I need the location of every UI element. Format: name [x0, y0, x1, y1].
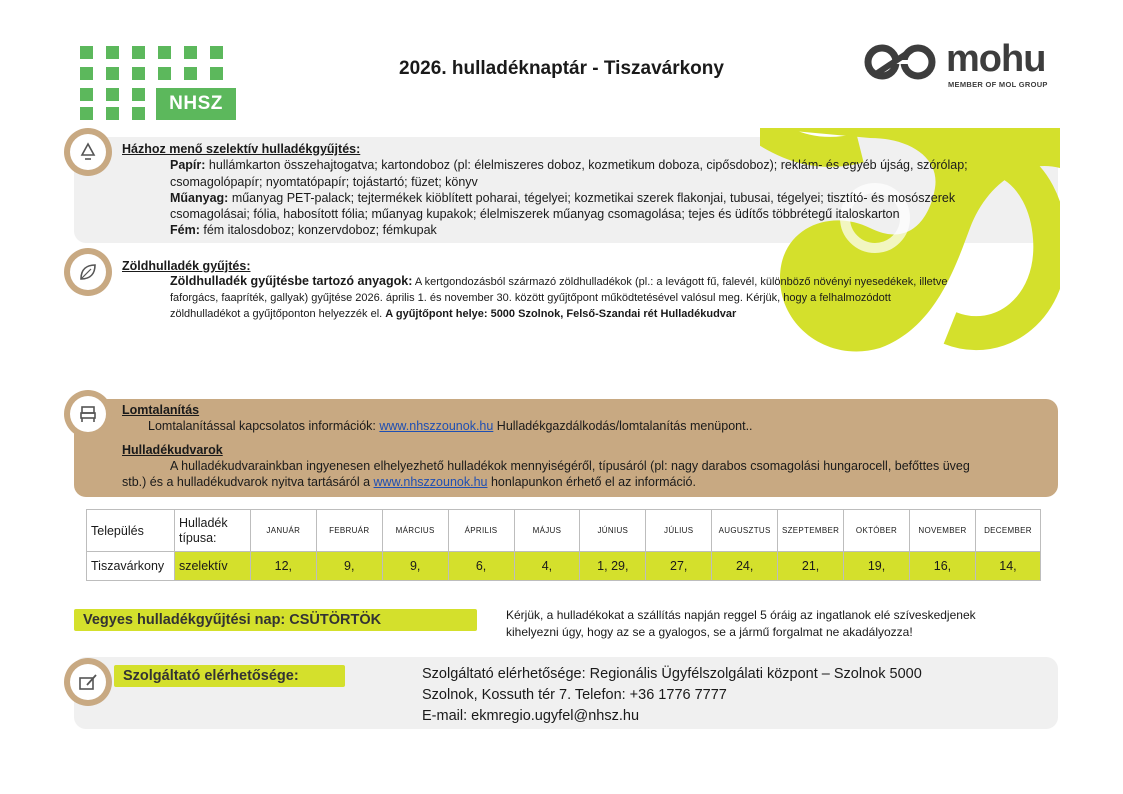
- green-text-3: zöldhulladékot a gyűjtőponton helyezzék el.: [170, 308, 386, 320]
- furniture-icon: [77, 403, 99, 425]
- mixed-waste-day-label: Vegyes hulladékgyűjtési nap: CSÜTÖRTÖK: [74, 609, 477, 631]
- paper-label: Papír:: [170, 158, 206, 172]
- selective-heading: Házhoz menő szelektív hulladékgyűjtés:: [122, 142, 361, 156]
- col-type-header: Hulladék típusa:: [174, 510, 250, 552]
- month-header: OKTÓBER: [844, 510, 910, 552]
- page-title: 2026. hulladéknaptár - Tiszavárkony: [399, 58, 724, 79]
- yards-link[interactable]: www.nhszzounok.hu: [373, 475, 488, 489]
- schedule-data-row: [87, 552, 1041, 581]
- bulky-heading: Lomtalanítás: [122, 403, 200, 417]
- mohu-subtitle: MEMBER OF MOL GROUP: [948, 80, 1048, 89]
- month-header: FEBRUÁR: [316, 510, 382, 552]
- bulky-text-before: Lomtalanítással kapcsolatos információk:: [148, 419, 380, 433]
- paper-text-1: hullámkarton összehajtogatva; kartondoboz (pl: élelmiszeres doboz, kozmetikum doboza, cipősdoboz); reklám- és egyéb újság, szórólap;: [205, 158, 968, 172]
- recycle-icon-badge: [64, 128, 112, 176]
- month-header: AUGUSZTUS: [712, 510, 778, 552]
- mixed-note-1: Kérjük, a hulladékokat a szállítás napján reggel 5 óráig az ingatlanok elé szíveskedjenek: [506, 608, 976, 622]
- mixed-note-2: kihelyezni úgy, hogy az se a gyalogos, se a jármű forgalmat ne akadályozza!: [506, 625, 913, 639]
- col-place-header: Település: [87, 510, 175, 552]
- month-header: MÁRCIUS: [382, 510, 448, 552]
- green-items-label: Zöldhulladék gyűjtésbe tartozó anyagok:: [170, 274, 413, 288]
- green-heading: Zöldhulladék gyűjtés:: [122, 259, 251, 273]
- contact-email: E-mail: ekmregio.ugyfel@nhsz.hu: [422, 708, 640, 724]
- month-header: DECEMBER: [975, 510, 1040, 552]
- month-header: JÚLIUS: [646, 510, 712, 552]
- leaf-icon: [77, 261, 99, 283]
- month-header: JÚNIUS: [580, 510, 646, 552]
- recycle-icon: [77, 141, 99, 163]
- green-text-1: A kertgondozásból származó zöldhulladékok (pl.: a levágott fű, falevél, különböző növényi nyesedékek, illetve: [412, 276, 948, 288]
- day-cell: 19,: [844, 552, 910, 581]
- contact-line-1: Szolgáltató elérhetősége: Regionális Ügyfélszolgálati központ – Szolnok 5000: [422, 666, 922, 682]
- plastic-text-1: műanyag PET-palack; tejtermékek kiöblített poharai, tégelyei; kozmetikai szerek flakonjai, tubusai, tégelyei; tisztító- és mosószerek: [228, 191, 956, 205]
- green-place: A gyűjtőpont helye: 5000 Szolnok, Felső-Szandai rét Hulladékudvar: [385, 308, 737, 320]
- bulky-text-after: Hulladékgazdálkodás/lomtalanítás menüpont..: [493, 419, 753, 433]
- yards-heading: Hulladékudvarok: [122, 443, 223, 457]
- day-cell: 14,: [975, 552, 1040, 581]
- contact-line-2: Szolnok, Kossuth tér 7. Telefon: +36 1776 7777: [422, 687, 727, 703]
- place-cell: Tiszavárkony: [87, 552, 175, 581]
- furniture-icon-badge: [64, 390, 112, 438]
- yards-text-1: A hulladékudvarainkban ingyenesen elhelyezhető hulladékok mennyiségéről, típusáról (pl: nagy darabos csomagolási hungarocell, befőttes üveg: [170, 459, 970, 473]
- day-cell: 6,: [448, 552, 514, 581]
- leaf-icon-badge: [64, 248, 112, 296]
- nhsz-logo-text: NHSZ: [156, 88, 236, 120]
- edit-note-icon: [77, 671, 99, 693]
- month-header: MÁJUS: [514, 510, 580, 552]
- bulky-link[interactable]: www.nhszzounok.hu: [379, 419, 494, 433]
- plastic-text-2: csomagolásai; fólia, habosított fólia; műanyag kupakok; élelmiszerek műanyag csomagolása; tejes és üdítős többrétegű italoskarton: [170, 207, 900, 221]
- plastic-label: Műanyag:: [170, 191, 229, 205]
- schedule-header-row: [87, 510, 1041, 552]
- green-line-3: [170, 306, 1050, 322]
- plastic-line-1: [170, 190, 1050, 207]
- paper-line-1: [170, 157, 1050, 174]
- green-line-1: [170, 273, 1050, 290]
- metal-line: [170, 222, 437, 239]
- contact-icon-badge: [64, 658, 112, 706]
- yards-line-2: [122, 474, 696, 491]
- green-text-2: faforgács, faapríték, gallyak) gyűjtése 2026. április 1. és november 30. között gyűjtőpont működtetésével valósul meg. Kérjük, hogy a felhalmozódott: [170, 292, 891, 304]
- metal-label: Fém:: [170, 223, 200, 237]
- day-cell: 21,: [778, 552, 844, 581]
- month-header: NOVEMBER: [910, 510, 976, 552]
- day-cell: 1, 29,: [580, 552, 646, 581]
- month-header: ÁPRILIS: [448, 510, 514, 552]
- month-header: JANUÁR: [250, 510, 316, 552]
- mohu-symbol-icon: [862, 40, 942, 84]
- day-cell: 9,: [316, 552, 382, 581]
- day-cell: 9,: [382, 552, 448, 581]
- yards-text-2-after: honlapunkon érhető el az információ.: [487, 475, 696, 489]
- day-cell: 24,: [712, 552, 778, 581]
- mohu-logo: [862, 40, 1052, 92]
- yards-text-2-before: stb.) és a hulladékudvarok nyitva tartásáról a: [122, 475, 374, 489]
- day-cell: 16,: [910, 552, 976, 581]
- day-cell: 27,: [646, 552, 712, 581]
- mohu-logo-text: mohu: [946, 38, 1046, 80]
- contact-label: Szolgáltató elérhetősége:: [114, 665, 345, 687]
- month-header: SZEPTEMBER: [778, 510, 844, 552]
- schedule-table: [86, 509, 1041, 581]
- day-cell: 4,: [514, 552, 580, 581]
- paper-text-2: csomagolópapír; nyomtatópapír; tojástartó; füzet; könyv: [170, 175, 478, 189]
- metal-text: fém italosdoboz; konzervdoboz; fémkupak: [199, 223, 437, 237]
- day-cell: 12,: [250, 552, 316, 581]
- type-cell: szelektív: [174, 552, 250, 581]
- bulky-line: [148, 418, 753, 435]
